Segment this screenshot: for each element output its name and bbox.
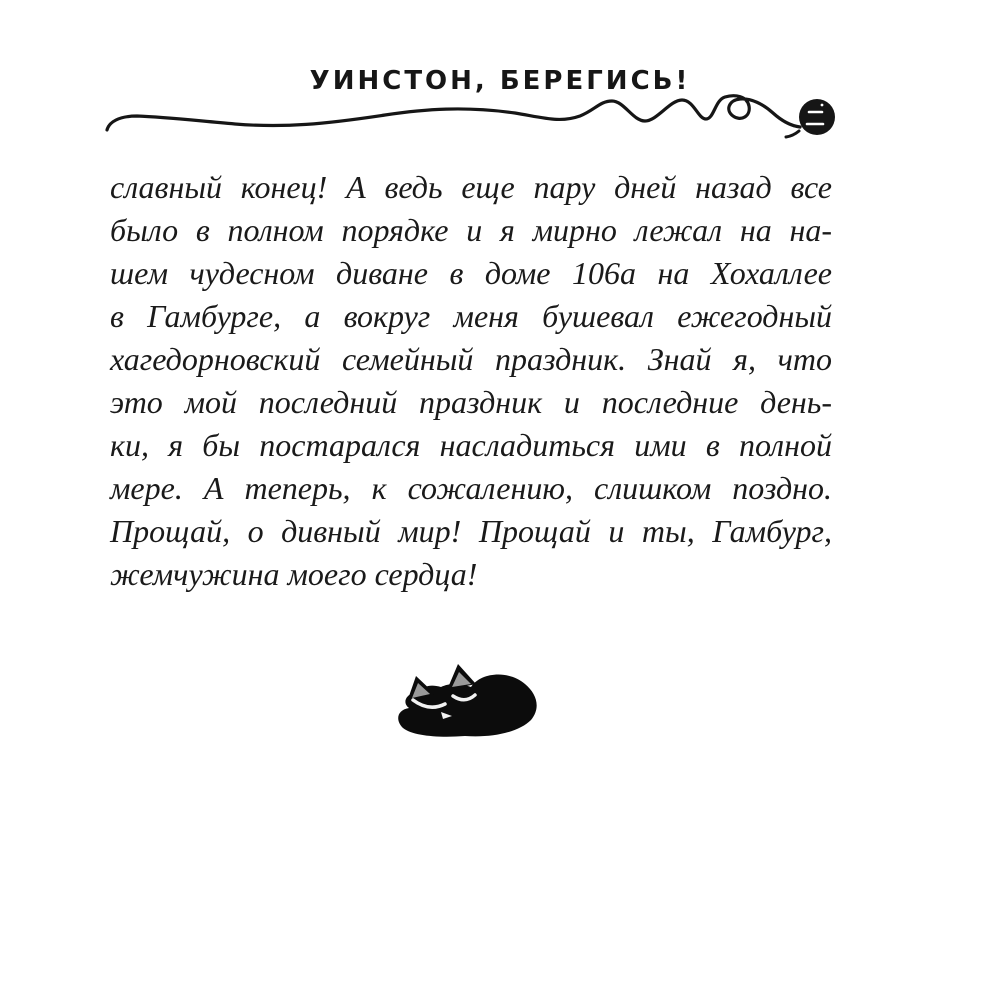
body-line: это мой последний праздник и последние день- [110,384,832,420]
yarn-ball-icon [799,99,835,135]
body-line: было в полном порядке и я мирно лежал на на- [110,212,832,248]
body-line: в Гамбурге, а вокруг меня бушевал ежегодный [110,298,832,334]
body-line: хагедорновский семейный праздник. Знай я, что [110,341,832,377]
body-line: шем чудесном диване в доме 106а на Хохаллее [110,255,832,291]
body-line: ки, я бы постарался насладиться ими в полной [110,427,832,463]
yarn-string-and-ball-decoration [95,86,855,160]
body-line: Прощай, о дивный мир! Прощай и ты, Гамбург, [110,513,832,549]
body-line: славный конец! А ведь еще пару дней назад все [110,169,832,205]
body-line: жемчужина моего сердца! [110,556,478,592]
yarn-ball-tail [786,131,799,137]
yarn-string-icon [107,96,800,130]
yarn-ball-strand-dot [821,104,824,107]
body-line: мере. А теперь, к сожалению, слишком поздно. [110,470,832,506]
story-paragraph [110,166,832,596]
sleeping-black-cat-icon [393,656,545,748]
page-header-title: УИНСТОН, БЕРЕГИСЬ! [309,66,691,96]
